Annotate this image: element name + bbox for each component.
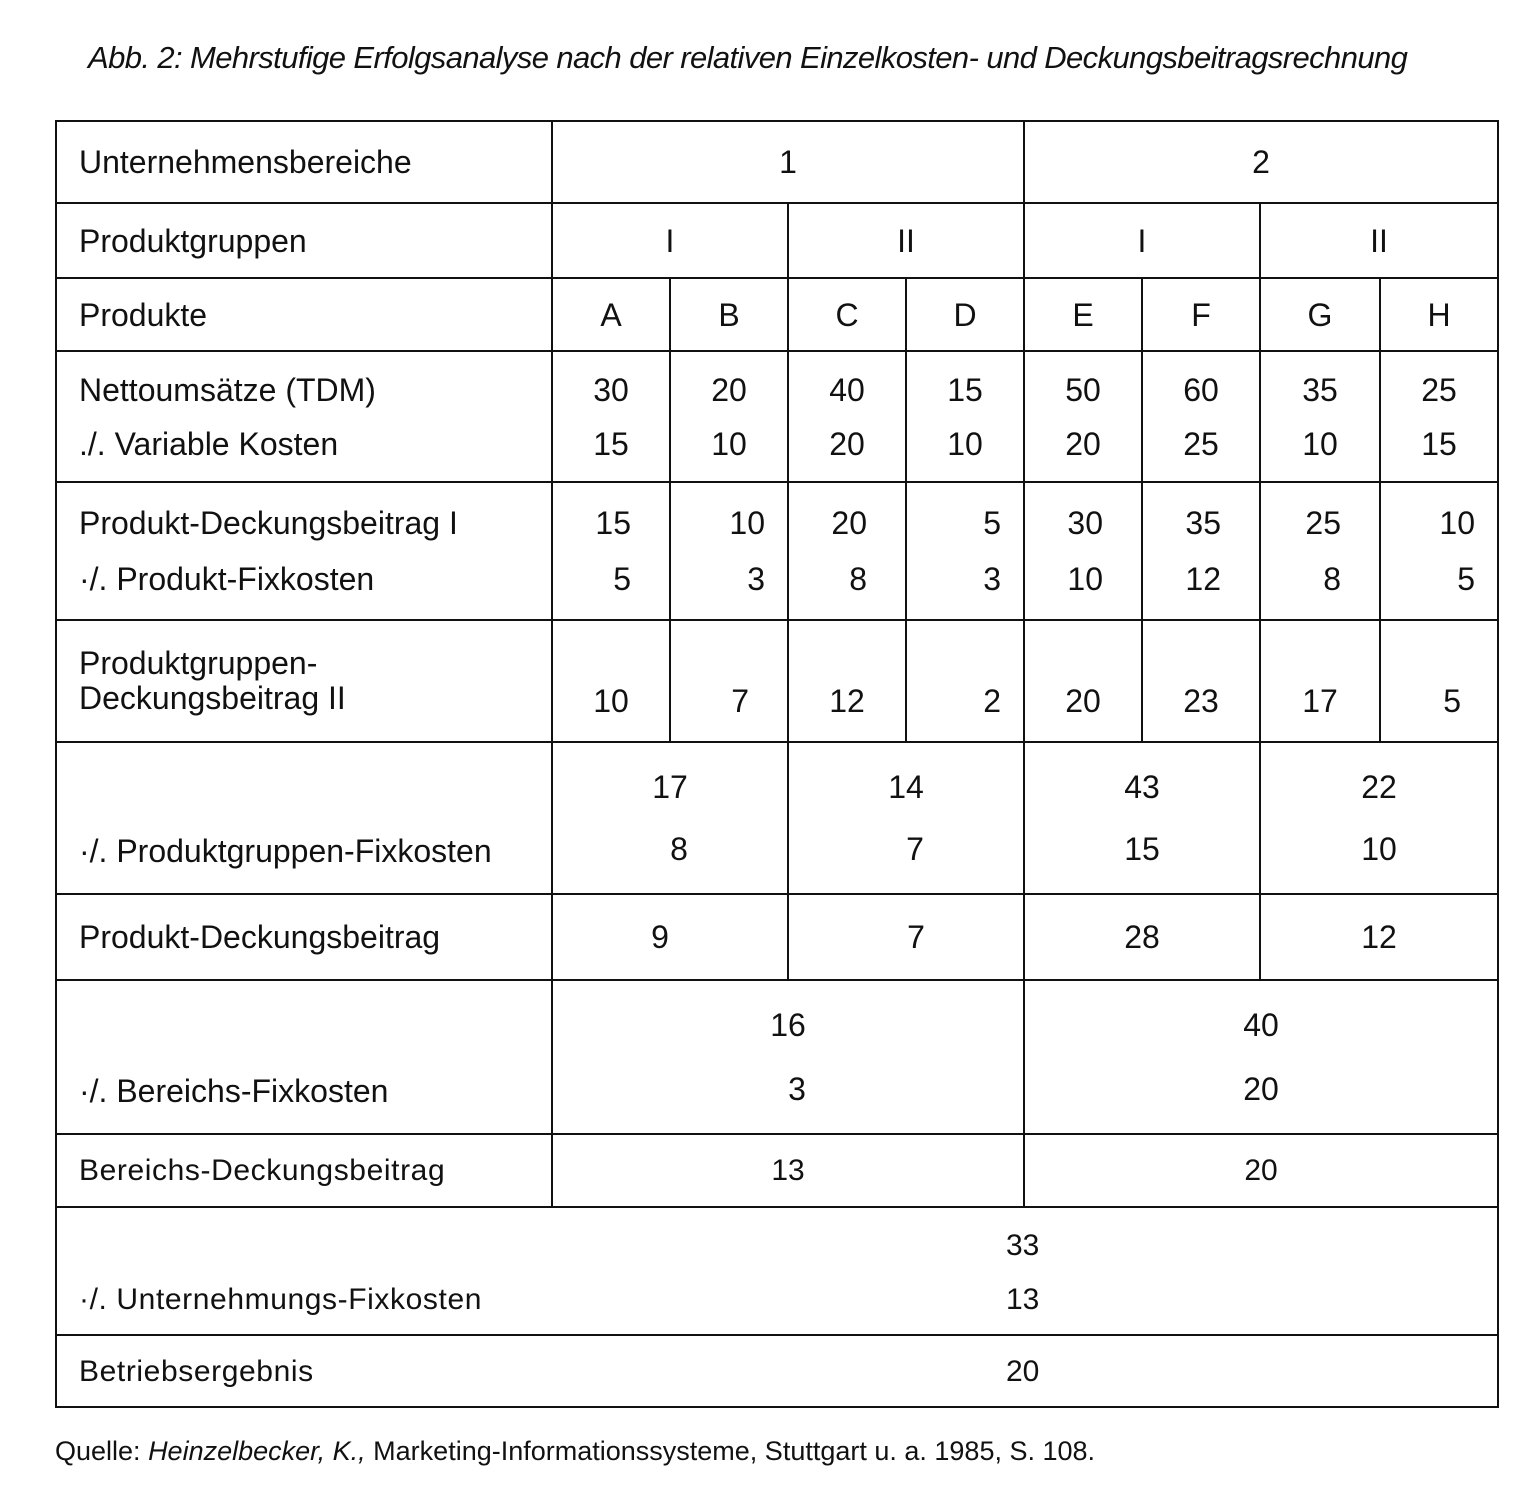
produkt-cell: D — [906, 278, 1024, 351]
produkt-fixkosten-value: 5 — [613, 561, 631, 597]
label-produkt-db1: Produkt-Deckungsbeitrag I — [79, 505, 458, 541]
produkt-db-value: 12 — [1260, 894, 1498, 980]
produkt-cell: F — [1142, 278, 1260, 351]
row-produkt-db1-fixkosten — [56, 482, 1498, 620]
produktgruppen-db2-value: 17 — [1260, 620, 1380, 742]
produktgruppen-db2-value: 2 — [906, 620, 1024, 742]
row-produkte — [56, 278, 1498, 351]
produkt-fixkosten-value: 3 — [747, 561, 765, 597]
produkt-cell: H — [1380, 278, 1498, 351]
variable-kosten-value: 25 — [1183, 425, 1219, 462]
value-pair — [1024, 980, 1498, 1134]
produkt-db1-value: 5 — [983, 505, 1001, 541]
value-pair — [788, 742, 1024, 894]
produktgruppen-db2-value: 7 — [670, 620, 788, 742]
produkt-db-value: 28 — [1024, 894, 1260, 980]
row-produktgruppen-db2 — [56, 620, 1498, 742]
produktgruppen-fixkosten-value: 10 — [1361, 831, 1397, 867]
label-nettoumsaetze: Nettoumsätze (TDM) — [79, 371, 376, 408]
row-label-pair — [56, 482, 552, 620]
produktgruppen-fixkosten-value: 7 — [906, 831, 924, 867]
label-unternehmungs-fixkosten: ·/. Unternehmungs-Fixkosten — [79, 1283, 483, 1316]
produktgruppen-db2-value: 23 — [1142, 620, 1260, 742]
row-label-two-line — [56, 620, 552, 742]
value-pair — [552, 482, 670, 620]
produktgruppen-db2-value: 5 — [1380, 620, 1498, 742]
nettoumsatz-value: 60 — [1183, 371, 1219, 408]
row-label: Produkt-Deckungsbeitrag — [56, 894, 552, 980]
produktgruppe-cell: I — [552, 203, 788, 278]
row-produktgruppen — [56, 203, 1498, 278]
produkt-cell: G — [1260, 278, 1380, 351]
label-line: Produktgruppen- — [79, 644, 318, 681]
produkt-cell: B — [670, 278, 788, 351]
variable-kosten-value: 10 — [1302, 425, 1338, 462]
nettoumsatz-value: 20 — [711, 371, 747, 408]
value-pair — [670, 351, 788, 482]
produktgruppen-summe-value: 43 — [1124, 769, 1160, 805]
produktgruppen-fixkosten-value: 15 — [1124, 831, 1160, 867]
value-pair — [1142, 482, 1260, 620]
value-pair — [552, 351, 670, 482]
bereichs-fixkosten-value: 20 — [1243, 1071, 1279, 1107]
variable-kosten-value: 20 — [1065, 425, 1101, 462]
row-bereichs-fixkosten — [56, 980, 1498, 1134]
nettoumsatz-value: 30 — [593, 371, 629, 408]
nettoumsatz-value: 40 — [829, 371, 865, 408]
produkt-db1-value: 10 — [1439, 505, 1475, 541]
value-pair — [1260, 742, 1498, 894]
produkt-fixkosten-value: 8 — [1323, 561, 1341, 597]
produktgruppe-cell: I — [1024, 203, 1260, 278]
variable-kosten-value: 10 — [711, 425, 747, 462]
produktgruppen-summe-value: 17 — [652, 769, 688, 805]
produkt-fixkosten-value: 5 — [1457, 561, 1475, 597]
produkt-fixkosten-value: 3 — [983, 561, 1001, 597]
bereich-cell: 1 — [552, 121, 1024, 203]
value-pair — [552, 742, 788, 894]
produktgruppen-db2-value: 10 — [552, 620, 670, 742]
produkt-db1-value: 35 — [1185, 505, 1221, 541]
produkt-fixkosten-value: 8 — [849, 561, 867, 597]
nettoumsatz-value: 15 — [947, 371, 983, 408]
produkt-fixkosten-value: 10 — [1067, 561, 1103, 597]
produktgruppe-cell: II — [1260, 203, 1498, 278]
produkt-db1-value: 10 — [729, 505, 765, 541]
unternehmens-summe-value: 33 — [1006, 1229, 1040, 1262]
value-pair — [788, 482, 906, 620]
row-unternehmensbereiche — [56, 121, 1498, 203]
produkt-db1-value: 20 — [831, 505, 867, 541]
produkt-db1-value: 25 — [1305, 505, 1341, 541]
produktgruppen-db2-value: 20 — [1024, 620, 1142, 742]
produkt-db-value: 7 — [788, 894, 1024, 980]
produktgruppen-fixkosten-value: 8 — [670, 831, 688, 867]
produktgruppen-summe-value: 22 — [1361, 769, 1397, 805]
row-label: Unternehmensbereiche — [56, 121, 552, 203]
row-label: ·/. Produktgruppen-Fixkosten — [56, 742, 552, 894]
nettoumsatz-value: 50 — [1065, 371, 1101, 408]
value-pair — [1024, 742, 1260, 894]
row-betriebsergebnis — [56, 1335, 1498, 1407]
figure-title: Abb. 2: Mehrstufige Erfolgsanalyse nach der relativen Einzelkosten- und Deckungsbeitragsrechnung — [88, 40, 1408, 75]
bereichs-db-value: 13 — [552, 1134, 1024, 1207]
row-unternehmungs-fixkosten — [56, 1207, 1498, 1335]
betriebsergebnis-value: 20 — [1006, 1355, 1040, 1388]
variable-kosten-value: 15 — [1421, 425, 1457, 462]
value-pair — [552, 980, 1024, 1134]
bereich-cell: 2 — [1024, 121, 1498, 203]
produkt-fixkosten-value: 12 — [1185, 561, 1221, 597]
variable-kosten-value: 10 — [947, 425, 983, 462]
variable-kosten-value: 20 — [829, 425, 865, 462]
source-prefix: Quelle: — [55, 1436, 149, 1466]
produkt-db1-value: 15 — [595, 505, 631, 541]
analysis-table — [55, 120, 1499, 1408]
betriebsergebnis-block — [56, 1335, 1498, 1407]
bereichs-db-value: 20 — [1024, 1134, 1498, 1207]
bereichs-summe-value: 16 — [770, 1007, 806, 1043]
variable-kosten-value: 15 — [593, 425, 629, 462]
produkt-cell: A — [552, 278, 670, 351]
value-pair — [906, 482, 1024, 620]
row-bereichs-db — [56, 1134, 1498, 1207]
bereichs-summe-value: 40 — [1243, 1007, 1279, 1043]
value-pair — [1260, 351, 1380, 482]
row-label-pair — [56, 351, 552, 482]
source-author: Heinzelbecker, K., — [148, 1436, 366, 1466]
source-citation — [55, 1436, 1095, 1467]
source-rest: Marketing-Informationssysteme, Stuttgart u. a. 1985, S. 108. — [365, 1436, 1096, 1466]
row-label: Bereichs-Deckungsbeitrag — [56, 1134, 552, 1207]
produktgruppe-cell: II — [788, 203, 1024, 278]
label-variable-kosten: ./. Variable Kosten — [79, 425, 339, 462]
produkt-db1-value: 30 — [1067, 505, 1103, 541]
value-pair — [1142, 351, 1260, 482]
value-pair — [1380, 482, 1498, 620]
produktgruppen-db2-value: 12 — [788, 620, 906, 742]
value-pair — [1380, 351, 1498, 482]
label-betriebsergebnis: Betriebsergebnis — [79, 1355, 314, 1388]
unternehmens-fixkosten-value: 13 — [1006, 1283, 1040, 1316]
label-line: Deckungsbeitrag II — [79, 680, 346, 716]
nettoumsatz-value: 25 — [1421, 371, 1457, 408]
label-produkt-fixkosten: ·/. Produkt-Fixkosten — [79, 561, 375, 597]
produkt-cell: E — [1024, 278, 1142, 351]
row-produkt-db — [56, 894, 1498, 980]
value-pair — [1024, 482, 1142, 620]
produkt-cell: C — [788, 278, 906, 351]
row-label: Produktgruppen — [56, 203, 552, 278]
value-pair — [670, 482, 788, 620]
value-pair — [906, 351, 1024, 482]
row-produktgruppen-fixkosten — [56, 742, 1498, 894]
value-pair — [1024, 351, 1142, 482]
value-pair — [788, 351, 906, 482]
bereichs-fixkosten-value: 3 — [788, 1071, 806, 1107]
row-label: Produkte — [56, 278, 552, 351]
produkt-db-value: 9 — [552, 894, 788, 980]
value-pair — [1260, 482, 1380, 620]
unternehmungs-block — [56, 1207, 1498, 1335]
produktgruppen-summe-value: 14 — [888, 769, 924, 805]
nettoumsatz-value: 35 — [1302, 371, 1338, 408]
row-umsatz-variable-kosten — [56, 351, 1498, 482]
row-label: ·/. Bereichs-Fixkosten — [56, 980, 552, 1134]
